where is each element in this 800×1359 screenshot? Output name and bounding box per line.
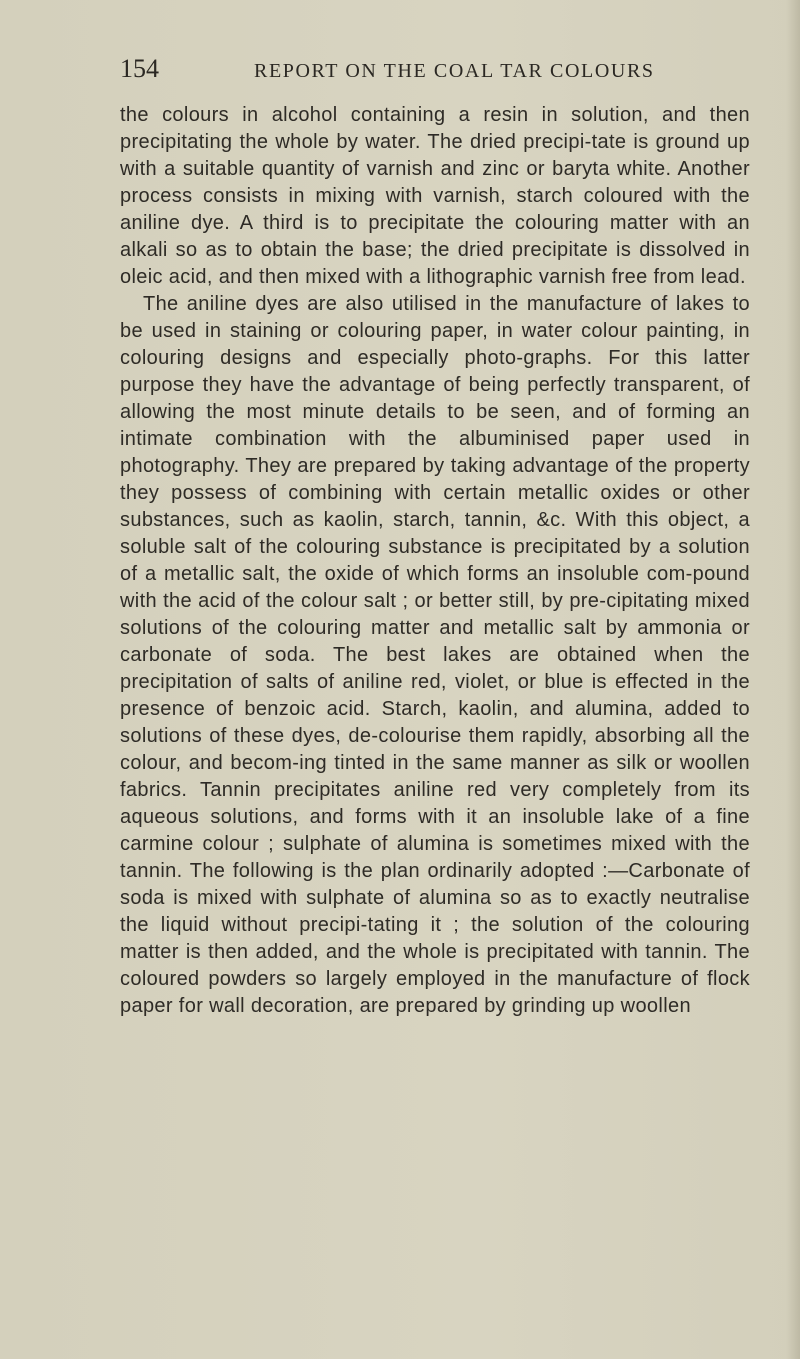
page-header xyxy=(120,52,740,92)
body-text xyxy=(120,102,750,1020)
paragraph-aniline-lakes: The aniline dyes are also utilised in the manufacture of lakes to be used in staining or colouring paper, in water colour painting, in colouring designs and especially photo-graphs. For this latter purpose they have the advantage of being perfectly transparent, of allowing the most minute details to be seen, and of forming an intimate combination with the albuminised paper used in photography. They are prepared by taking advantage of the property they possess of combining with certain metallic oxides or other substances, such as kaolin, starch, tannin, &c. With this object, a soluble salt of the colouring substance is precipitated by a solution of a metallic salt, the oxide of which forms an insoluble com-pound with the acid of the colour salt ; or better still, by pre-cipitating mixed solutions of the colouring matter and metallic salt by ammonia or carbonate of soda. The best lakes are obtained when the precipitation of salts of aniline red, violet, or blue is effected in the presence of benzoic acid. Starch, kaolin, and alumina, added to solutions of these dyes, de-colourise them rapidly, absorbing all the colour, and becom-ing tinted in the same manner as silk or woollen fabrics. Tannin precipitates aniline red very completely from its aqueous solutions, and forms with it an insoluble lake of a fine carmine colour ; sulphate of alumina is sometimes mixed with the tannin. The following is the plan ordinarily adopted :—Carbonate of soda is mixed with sulphate of alumina so as to exactly neutralise the liquid without precipi-tating it ; the solution of the colouring matter is then added, and the whole is precipitated with tannin. The coloured powders so largely employed in the manufacture of flock paper for wall decoration, are prepared by grinding up woollen xyxy=(120,293,750,1017)
running-head: REPORT ON THE COAL TAR COLOURS xyxy=(254,60,655,82)
paragraph-continuation: the colours in alcohol containing a resin in solution, and then precipitating the whole by water. The dried precipi-tate is ground up with a suitable quantity of varnish and zinc or baryta white. Another process consists in mixing with varnish, starch coloured with the aniline dye. A third is to precipitate the colouring matter with an alkali so as to obtain the base; the dried precipitate is dissolved in oleic acid, and then mixed with a lithographic varnish free from lead. xyxy=(120,104,750,288)
page-number: 154 xyxy=(120,54,159,83)
page-edge-shadow xyxy=(786,0,800,1359)
